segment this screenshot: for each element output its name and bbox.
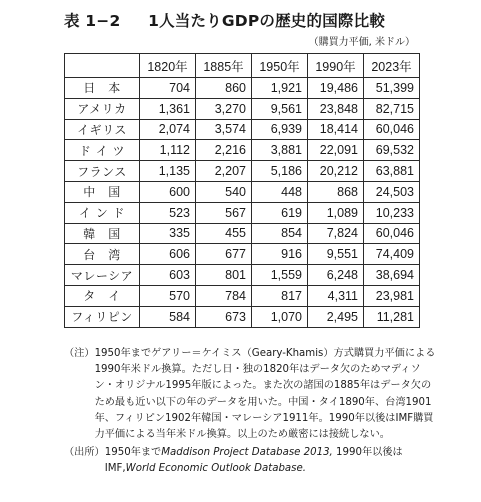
note-paragraph xyxy=(64,346,436,443)
value-cell: 600 xyxy=(140,181,196,202)
country-cell: イ ン ド xyxy=(65,202,140,223)
value-cell: 677 xyxy=(196,244,252,265)
value-cell: 60,046 xyxy=(364,223,420,244)
value-cell: 3,574 xyxy=(196,119,252,140)
value-cell: 6,248 xyxy=(308,265,364,286)
value-cell: 817 xyxy=(252,285,308,306)
table-title-text: 1人当たりGDPの歴史的国際比較 xyxy=(148,12,386,30)
value-cell: 673 xyxy=(196,306,252,327)
value-cell: 7,824 xyxy=(308,223,364,244)
value-cell: 1,070 xyxy=(252,306,308,327)
source-label: （出所） xyxy=(64,447,105,459)
table-number: 表 1−2 xyxy=(64,12,121,30)
value-cell: 63,881 xyxy=(364,161,420,182)
value-cell: 1,112 xyxy=(140,140,196,161)
country-cell: 日 本 xyxy=(65,78,140,99)
table-row xyxy=(65,244,420,265)
value-cell: 19,486 xyxy=(308,78,364,99)
value-cell: 584 xyxy=(140,306,196,327)
value-cell: 60,046 xyxy=(364,119,420,140)
header-year: 1820年 xyxy=(140,54,196,78)
value-cell: 24,503 xyxy=(364,181,420,202)
value-cell: 4,311 xyxy=(308,285,364,306)
value-cell: 448 xyxy=(252,181,308,202)
value-cell: 567 xyxy=(196,202,252,223)
note-text: 1950年までゲアリー＝ケイミス（Geary-Khamis）方式購買力平価による1990年米ドル換算。ただし日・独の1820年はデータ欠のためマディソン・オリジナル1995年版によった。また次の諸国の1885年はデータ欠のため最も近い以下の年のデータを用いた。中国・タイ1890年、台湾1901年、フィリピン1902年韓国・マレーシア1911年。1990年以後はIMF購買力平価による当年米ドル換算。以上のため厳密には接続しない。 xyxy=(94,348,436,441)
value-cell: 1,135 xyxy=(140,161,196,182)
source-pre: 1950年まで xyxy=(104,447,162,459)
value-cell: 2,207 xyxy=(196,161,252,182)
note-label: （注） xyxy=(64,348,95,359)
value-cell: 455 xyxy=(196,223,252,244)
value-cell: 22,091 xyxy=(308,140,364,161)
country-cell: タ イ xyxy=(65,285,140,306)
value-cell: 619 xyxy=(252,202,308,223)
header-corner xyxy=(65,54,140,78)
header-row xyxy=(65,54,420,78)
source-mid: 1990年以後はIMF, xyxy=(104,447,403,475)
source-paragraph xyxy=(64,445,436,477)
value-cell: 2,495 xyxy=(308,306,364,327)
notes xyxy=(64,346,436,478)
value-cell: 82,715 xyxy=(364,98,420,119)
value-cell: 38,694 xyxy=(364,265,420,286)
table-row xyxy=(65,98,420,119)
value-cell: 1,921 xyxy=(252,78,308,99)
value-cell: 523 xyxy=(140,202,196,223)
value-cell: 11,281 xyxy=(364,306,420,327)
table-row xyxy=(65,119,420,140)
gdp-table xyxy=(64,53,420,328)
table-row xyxy=(65,181,420,202)
value-cell: 5,186 xyxy=(252,161,308,182)
header-year: 2023年 xyxy=(364,54,420,78)
value-cell: 18,414 xyxy=(308,119,364,140)
source-title-2: World Economic Outlook Database. xyxy=(125,463,306,475)
table-row xyxy=(65,285,420,306)
country-cell: ド イ ツ xyxy=(65,140,140,161)
value-cell: 3,270 xyxy=(196,98,252,119)
value-cell: 9,561 xyxy=(252,98,308,119)
unit-note: （購買力平価, 米ドル） xyxy=(308,37,415,48)
value-cell: 10,233 xyxy=(364,202,420,223)
value-cell: 2,216 xyxy=(196,140,252,161)
table-row xyxy=(65,202,420,223)
table-row xyxy=(65,306,420,327)
table-row xyxy=(65,223,420,244)
header-year: 1950年 xyxy=(252,54,308,78)
value-cell: 1,559 xyxy=(252,265,308,286)
value-cell: 540 xyxy=(196,181,252,202)
value-cell: 23,981 xyxy=(364,285,420,306)
country-cell: アメリカ xyxy=(65,98,140,119)
country-cell: 台 湾 xyxy=(65,244,140,265)
value-cell: 335 xyxy=(140,223,196,244)
value-cell: 704 xyxy=(140,78,196,99)
value-cell: 3,881 xyxy=(252,140,308,161)
value-cell: 916 xyxy=(252,244,308,265)
country-cell: 中 国 xyxy=(65,181,140,202)
table-row xyxy=(65,78,420,99)
value-cell: 606 xyxy=(140,244,196,265)
table-row xyxy=(65,265,420,286)
source-title-1: Maddison Project Database 2013, xyxy=(161,447,333,459)
value-cell: 860 xyxy=(196,78,252,99)
value-cell: 6,939 xyxy=(252,119,308,140)
value-cell: 23,848 xyxy=(308,98,364,119)
table-body xyxy=(65,78,420,328)
value-cell: 20,212 xyxy=(308,161,364,182)
country-cell: 韓 国 xyxy=(65,223,140,244)
value-cell: 570 xyxy=(140,285,196,306)
country-cell: マレーシア xyxy=(65,265,140,286)
header-year: 1885年 xyxy=(196,54,252,78)
table-row xyxy=(65,140,420,161)
value-cell: 801 xyxy=(196,265,252,286)
value-cell: 854 xyxy=(252,223,308,244)
value-cell: 69,532 xyxy=(364,140,420,161)
value-cell: 9,551 xyxy=(308,244,364,265)
value-cell: 2,074 xyxy=(140,119,196,140)
country-cell: イギリス xyxy=(65,119,140,140)
value-cell: 603 xyxy=(140,265,196,286)
table-row xyxy=(65,161,420,182)
value-cell: 1,361 xyxy=(140,98,196,119)
value-cell: 1,089 xyxy=(308,202,364,223)
value-cell: 868 xyxy=(308,181,364,202)
country-cell: フランス xyxy=(65,161,140,182)
value-cell: 51,399 xyxy=(364,78,420,99)
country-cell: フィリピン xyxy=(65,306,140,327)
header-year: 1990年 xyxy=(308,54,364,78)
value-cell: 784 xyxy=(196,285,252,306)
table-title xyxy=(64,9,385,31)
value-cell: 74,409 xyxy=(364,244,420,265)
source-text xyxy=(105,445,436,477)
